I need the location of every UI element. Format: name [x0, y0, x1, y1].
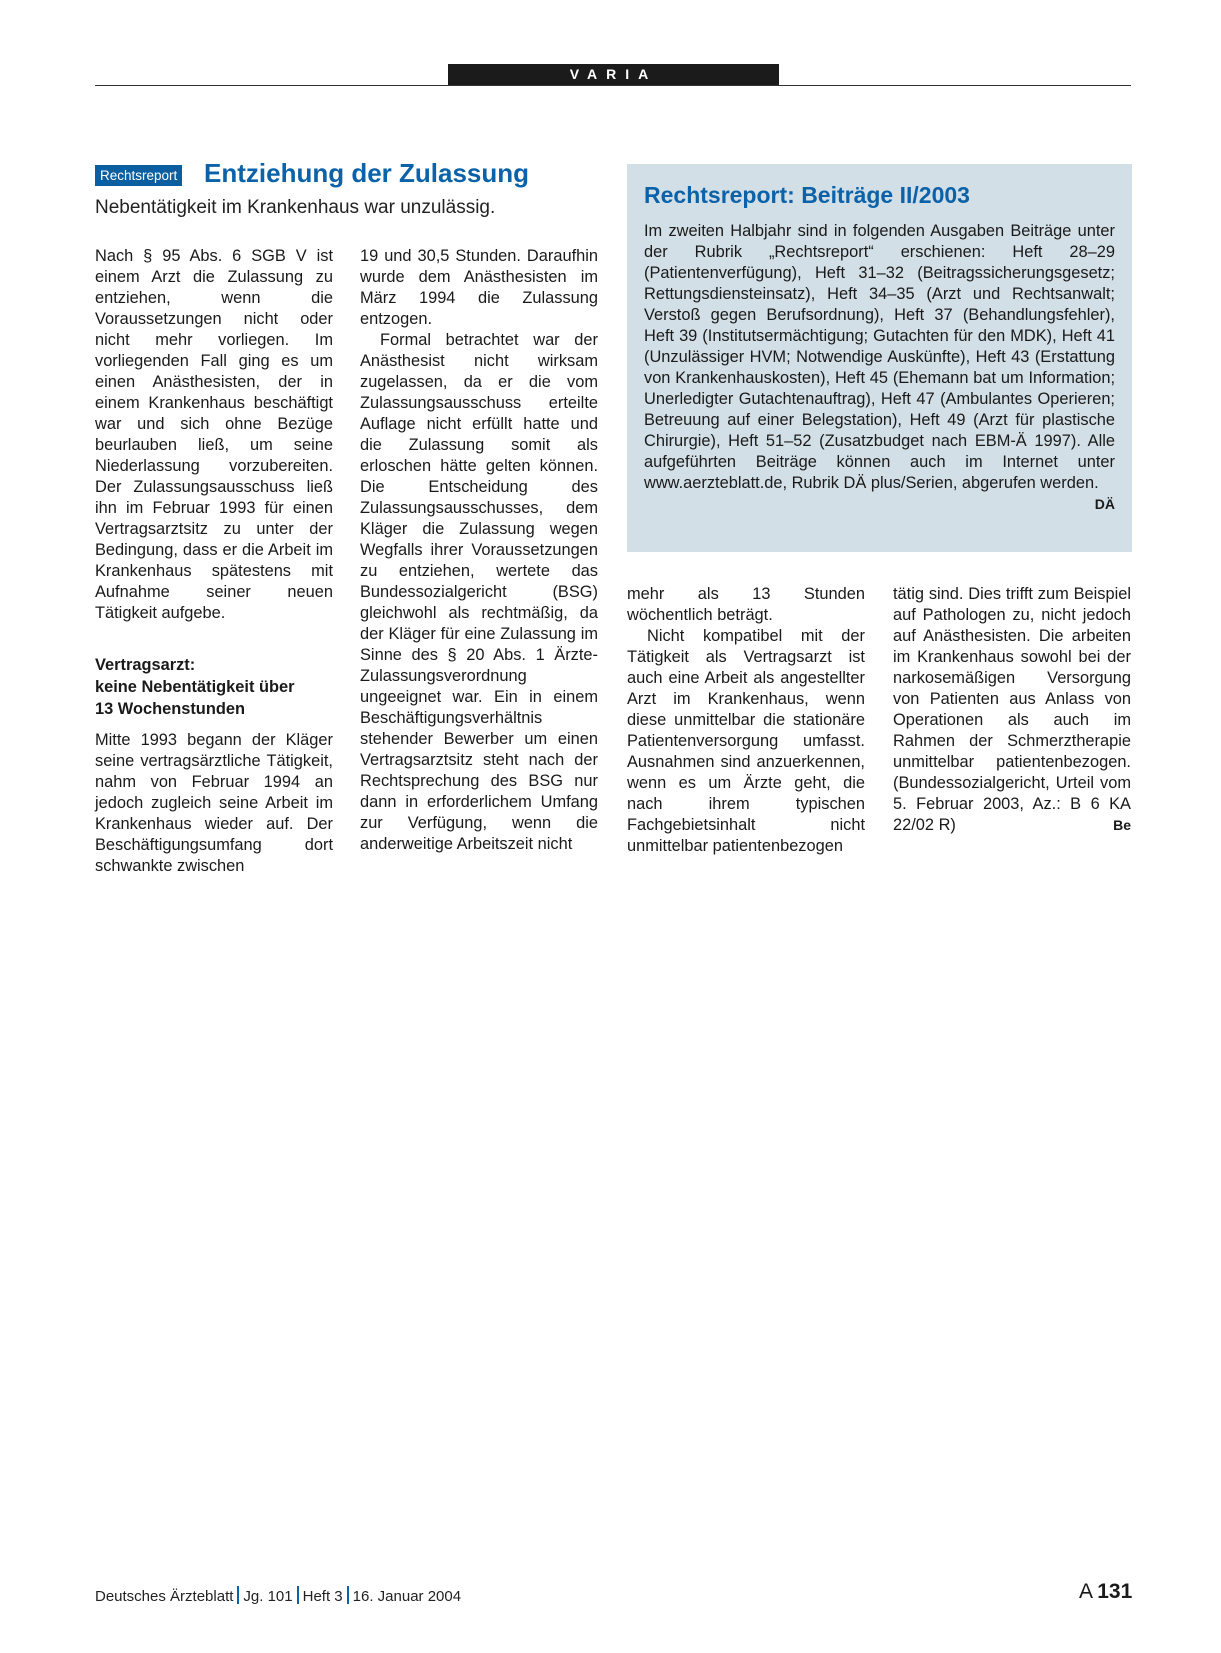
separator [347, 1586, 349, 1604]
column-2 [360, 246, 598, 855]
info-box [627, 164, 1132, 552]
subheading-line: Vertragsarzt: [95, 656, 196, 674]
article-subtitle: Nebentätigkeit im Krankenhaus war unzulässig. [95, 197, 496, 218]
category-tag: Rechtsreport [95, 165, 182, 186]
paragraph [893, 584, 1131, 836]
paragraph: Mitte 1993 begann der Kläger seine vertragsärztliche Tätigkeit, nahm von Februar 1994 an jedoch zugleich seine Arbeit im Krankenhaus wieder auf. Der Beschäftigungsumfang dort schwankte zwischen [95, 731, 333, 875]
subheading [95, 654, 333, 720]
journal-name: Deutsches Ärzteblatt [95, 1588, 234, 1605]
header-rule [95, 85, 1131, 86]
issue-date: 16. Januar 2004 [352, 1588, 462, 1605]
column-3 [627, 584, 865, 857]
separator [297, 1586, 299, 1604]
article-title: Entziehung der Zulassung [204, 158, 530, 188]
info-box-body: Im zweiten Halbjahr sind in folgenden Ausgaben Beiträge unter der Rubrik „Rechtsreport“ erschienen: Heft 28–29 (Patientenverfügung), Heft 31–32 (Beitragssicherungsgesetz; Rettungsdiensteinsatz), Heft 34–35 (Arzt und Rechtsanwalt; Verstoß gegen Berufsordnung), Heft 37 (Behandlungsfehler), Heft 39 (Institutsermächtigung; Gutachten für den MDK), Heft 41 (Unzulässiger HVM; Notwendige Auskünfte), Heft 43 (Erstattung von Krankenhauskosten), Heft 45 (Ehemann bat um Information; Unerledigter Gutachtenauftrag), Heft 47 (Ambulantes Operieren; Betreuung auf einer Belegstation), Heft 49 (Arzt für plastische Chirurgie), Heft 51–52 (Zusatzbudget nach EBM-Ä 1997). Alle aufgeführten Beiträge können auch im Internet unter www.aerzteblatt.de, Rubrik DÄ plus/Serien, abgerufen werden. [644, 222, 1115, 492]
separator [237, 1586, 239, 1604]
page-number [1079, 1580, 1132, 1604]
paragraph: 19 und 30,5 Stunden. Daraufhin wurde dem Anästhesisten im März 1994 die Zulassung entzogen. [360, 247, 598, 328]
volume: Jg. 101 [243, 1588, 293, 1605]
section-label: VARIA [448, 64, 779, 85]
paragraph: Nach § 95 Abs. 6 SGB V ist einem Arzt die Zulassung zu entziehen, wenn die Voraussetzungen nicht oder nicht mehr vorliegen. Im vorliegenden Fall ging es um einen Anästhesisten, der in einem Krankenhaus beschäftigt war und sich ohne Bezüge beurlauben ließ, um seine Niederlassung vorzubereiten. Der Zulassungsausschuss ließ ihn im Februar 1993 für einen Vertragsarztsitz zu unter der Bedingung, dass er die Arbeit im Krankenhaus spätestens mit Aufnahme seiner neuen Tätigkeit aufgebe. [95, 247, 333, 622]
paragraph-text: tätig sind. Dies trifft zum Beispiel auf Pathologen zu, nicht jedoch auf Anästhesisten. Die arbeiten im Krankenhaus sowohl bei der narkosemäßigen Versorgung von Patienten aus Anlass von Operationen als auch im Rahmen der Schmerztherapie unmittelbar patientenbezogen. (Bundessozialgericht, Urteil vom 5. Februar 2003, Az.: B 6 KA 22/02 R) [893, 585, 1131, 834]
info-box-text [644, 221, 1115, 512]
info-box-title: Rechtsreport: Beiträge II/2003 [644, 182, 970, 208]
paragraph: Nicht kompatibel mit der Tätigkeit als Vertragsarzt ist auch eine Arbeit als angestellter Arzt im Krankenhaus, wenn diese unmittelbar die stationäre Patientenversorgung umfasst. Ausnahmen sind anzuerkennen, wenn es um Ärzte geht, die nach ihrem typischen Fachgebietsinhalt nicht unmittelbar patientenbezogen [627, 627, 865, 855]
page-number-value: 131 [1097, 1580, 1133, 1603]
subheading-line: 13 Wochenstunden [95, 700, 245, 718]
paragraph: Formal betrachtet war der Anästhesist nicht wirksam zugelassen, da er die vom Zulassungsausschuss erteilte Auflage nicht erfüllt hatte und die Zulassung somit als erloschen hätte gelten können. Die Entscheidung des Zulassungsausschusses, dem Kläger die Zulassung wegen Wegfalls ihrer Voraussetzungen zu entziehen, wertete das Bundessozialgericht (BSG) gleichwohl als rechtmäßig, da der Kläger für eine Zulassung im Sinne des § 20 Abs. 1 Ärzte-Zulassungsverordnung ungeeignet war. Ein in einem Beschäftigungsverhältnis stehender Bewerber um einen Vertragsarztsitz steht nach der Rechtsprechung des BSG nur dann in erforderlichem Umfang zur Verfügung, wenn die anderweitige Arbeitszeit nicht [360, 331, 598, 853]
page-prefix: A [1079, 1580, 1094, 1603]
paragraph: mehr als 13 Stunden wöchentlich beträgt. [627, 585, 865, 624]
issue: Heft 3 [302, 1588, 343, 1605]
author-signature: DÄ [1094, 496, 1115, 512]
author-signature: Be [1113, 817, 1131, 833]
column-4 [893, 584, 1131, 836]
footer-citation [95, 1586, 461, 1605]
subheading-line: keine Nebentätigkeit über [95, 678, 295, 696]
column-1 [95, 246, 333, 877]
